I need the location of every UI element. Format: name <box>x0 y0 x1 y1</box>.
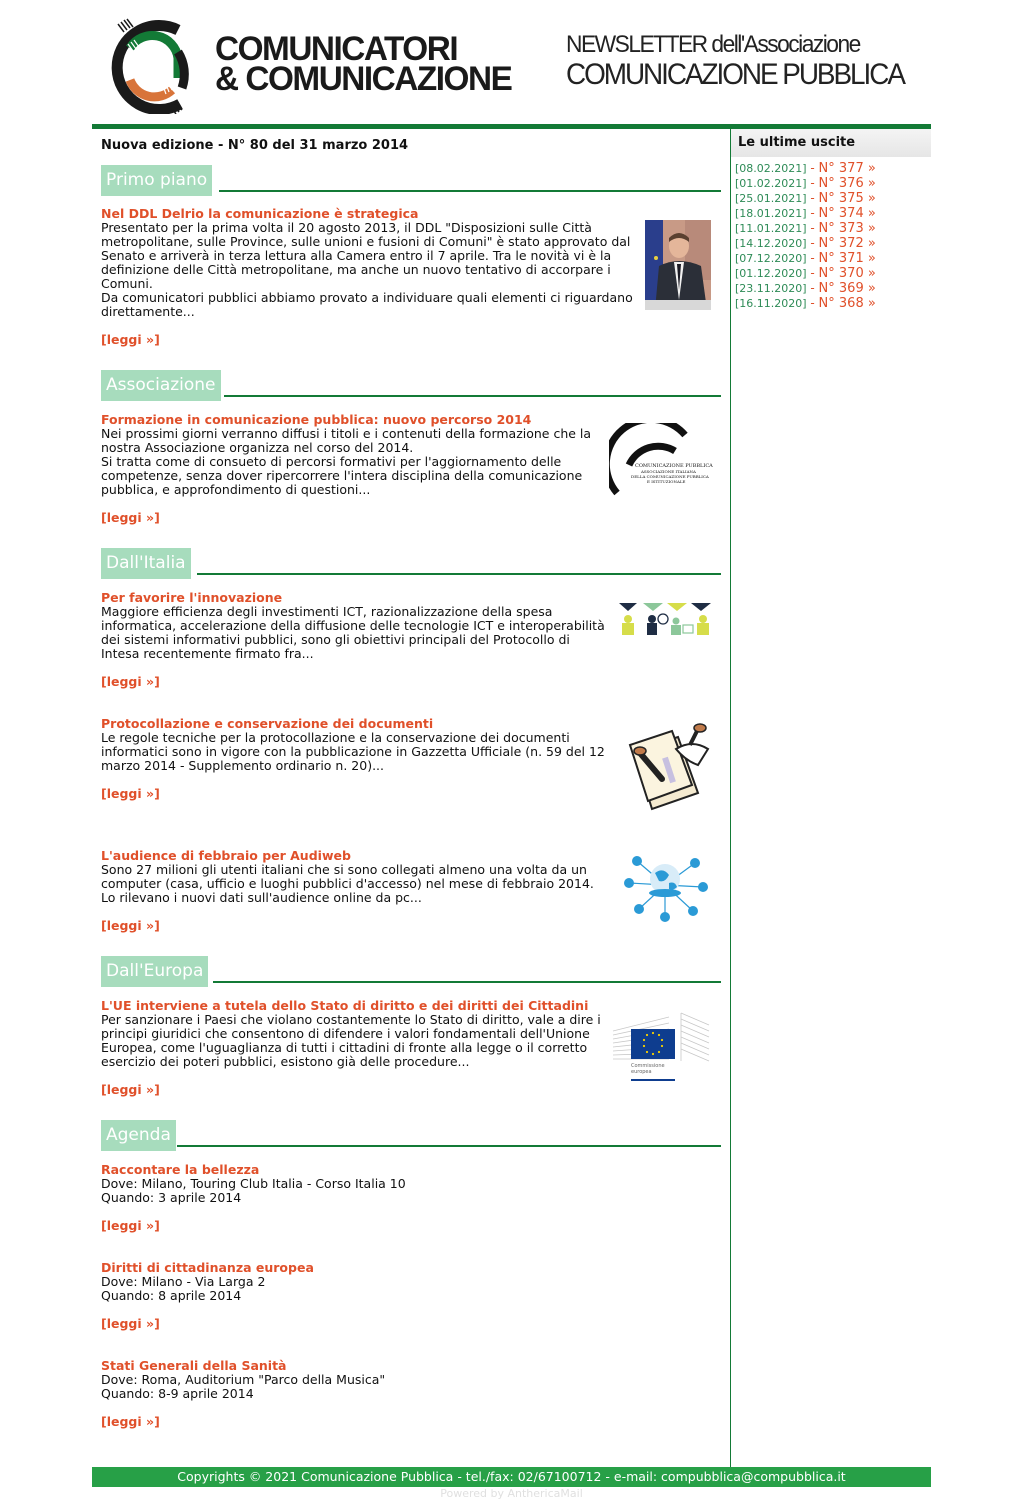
svg-text:europea: europea <box>631 1069 652 1075</box>
section-rule <box>177 1145 721 1147</box>
read-more-link[interactable]: [leggi »] <box>101 1218 160 1233</box>
section-title: Dall'Europa <box>101 956 208 987</box>
section-title: Agenda <box>101 1120 176 1151</box>
section-title: Associazione <box>101 370 221 401</box>
svg-text:COMUNICAZIONE PUBBLICA: COMUNICAZIONE PUBBLICA <box>635 463 713 469</box>
section-header <box>101 370 721 401</box>
section-header <box>101 956 721 987</box>
article-summary: Presentato per la prima volta il 20 agosto 2013, il DDL "Disposizioni sulle Città metropolitane, sulle Province, sulle unioni e fusioni di Comuni" è stato approvato dal Senato e arriverà in terza lettura alla Camera entro il 7 aprile. Tra le novità vi è la definizione delle Città metropolitane, ma anche un nuovo tentativo di accorpare i Comuni. <box>101 220 631 291</box>
stamp-documents-clipart-image <box>626 723 712 811</box>
globe-network-illustration-image <box>619 853 711 923</box>
issue-link[interactable]: [16.11.2020] - N° 368 » <box>735 296 876 311</box>
issue-link[interactable]: [07.12.2020] - N° 371 » <box>735 251 876 266</box>
brand-logo-icon <box>108 18 194 114</box>
issue-link[interactable]: [08.02.2021] - N° 377 » <box>735 161 876 176</box>
article-title-link[interactable]: L'audience di febbraio per Audiweb <box>101 848 351 863</box>
read-more-link[interactable]: [leggi »] <box>101 510 160 525</box>
edition-heading: Nuova edizione - N° 80 del 31 marzo 2014 <box>101 138 409 153</box>
issue-link[interactable]: [01.12.2020] - N° 370 » <box>735 266 876 281</box>
article-title-link[interactable]: L'UE interviene a tutela dello Stato di diritto e dei diritti dei Cittadini <box>101 998 589 1013</box>
sidebar-latest-issues <box>731 129 931 311</box>
article-title-link[interactable]: Nel DDL Delrio la comunicazione è strategica <box>101 206 419 221</box>
section-rule <box>224 395 721 397</box>
article <box>101 716 721 801</box>
sidebar-divider <box>730 129 731 1467</box>
european-commission-logo-image <box>609 1011 713 1083</box>
svg-text:Commissione: Commissione <box>631 1063 665 1069</box>
event-location: Dove: Roma, Auditorium "Parco della Musica" <box>101 1372 386 1387</box>
read-more-link[interactable]: [leggi »] <box>101 918 160 933</box>
article <box>101 590 721 689</box>
event-date: Quando: 8-9 aprile 2014 <box>101 1386 254 1401</box>
svg-text:ASSOCIAZIONE ITALIANA: ASSOCIAZIONE ITALIANA <box>641 469 696 474</box>
newsletter <box>92 0 931 1500</box>
issue-link[interactable]: [01.02.2021] - N° 376 » <box>735 176 876 191</box>
section-associazione <box>101 370 721 401</box>
event-location: Dove: Milano, Touring Club Italia - Corso Italia 10 <box>101 1176 406 1191</box>
event-title-link[interactable]: Diritti di cittadinanza europea <box>101 1260 314 1275</box>
section-rule <box>197 573 721 575</box>
article-title-link[interactable]: Formazione in comunicazione pubblica: nuovo percorso 2014 <box>101 412 532 427</box>
section-dall-europa <box>101 956 721 987</box>
section-header <box>101 548 721 579</box>
article-summary: Maggiore efficienza degli investimenti ICT, razionalizzazione della spesa informatica, accelerazione della diffusione delle tecnologie ICT e interoperabilità dei sistemi informativi pubblici, sono gli obiettivi principali del Protocollo di Intesa recentemente firmato fra... <box>101 604 605 661</box>
event-title-link[interactable]: Stati Generali della Sanità <box>101 1358 287 1373</box>
article-summary: Sono 27 milioni gli utenti italiani che si sono collegati almeno una volta da un computer (casa, ufficio e luoghi pubblici d'accesso) nel mese di febbraio 2014. Lo rilevano i nuovi dati sull'audience online da pc... <box>101 862 594 905</box>
section-dall-italia <box>101 548 721 579</box>
read-more-link[interactable]: [leggi »] <box>101 1082 160 1097</box>
section-agenda <box>101 1120 721 1151</box>
agenda-event <box>101 1260 721 1331</box>
innovation-illustration-image <box>619 603 711 637</box>
section-title: Dall'Italia <box>101 548 191 579</box>
article <box>101 848 721 933</box>
article-summary: Nei prossimi giorni verranno diffusi i titoli e i contenuti della formazione che la nostra Associazione organizza nel corso del 2014. <box>101 426 592 455</box>
article <box>101 412 721 525</box>
issue-link[interactable]: [18.01.2021] - N° 374 » <box>735 206 876 221</box>
issue-link[interactable]: [23.11.2020] - N° 369 » <box>735 281 876 296</box>
newsletter-title: NEWSLETTER dell'Associazione COMUNICAZIONE PUBBLICA <box>566 31 904 91</box>
article-summary: Le regole tecniche per la protocollazione e la conservazione dei documenti informatici sono in vigore con la pubblicazione in Gazzetta Ufficiale (n. 59 del 12 marzo 2014 - Supplemento ordinario n. 20)... <box>101 730 605 773</box>
header <box>92 0 931 124</box>
issue-list <box>731 161 931 311</box>
association-logo-image <box>609 423 713 497</box>
section-rule <box>213 981 721 983</box>
read-more-link[interactable]: [leggi »] <box>101 332 160 347</box>
issue-link[interactable]: [14.12.2020] - N° 372 » <box>735 236 876 251</box>
footer-copyright: Copyrights © 2021 Comunicazione Pubblica - tel./fax: 02/67100712 - e-mail: compubblica@compubblica.it <box>92 1467 931 1487</box>
article-title-link[interactable]: Protocollazione e conservazione dei documenti <box>101 716 434 731</box>
article-summary-continued: Si tratta come di consueto di percorsi formativi per l'aggiornamento delle competenze, senza dover ripercorrere l'intera disciplina della comunicazione pubblica, e approfondimento di questioni... <box>101 454 583 497</box>
event-title-link[interactable]: Raccontare la bellezza <box>101 1162 260 1177</box>
article-title-link[interactable]: Per favorire l'innovazione <box>101 590 283 605</box>
sidebar-title: Le ultime uscite <box>731 129 931 157</box>
brand-name: COMUNICATORI & COMUNICAZIONE <box>215 30 512 98</box>
read-more-link[interactable]: [leggi »] <box>101 1316 160 1331</box>
read-more-link[interactable]: [leggi »] <box>101 674 160 689</box>
section-rule <box>219 190 721 192</box>
article <box>101 206 721 347</box>
article-summary-continued: Da comunicatori pubblici abbiamo provato a individuare quali elementi ci riguardano direttamente... <box>101 290 633 319</box>
section-primo-piano <box>101 165 721 196</box>
section-header <box>101 165 721 196</box>
powered-by-link[interactable]: Powered by AnthericaMail <box>440 1487 583 1500</box>
event-date: Quando: 8 aprile 2014 <box>101 1288 242 1303</box>
svg-text:DELLA COMUNICAZIONE PUBBLICA: DELLA COMUNICAZIONE PUBBLICA <box>631 474 709 479</box>
section-title: Primo piano <box>101 165 212 196</box>
politician-photo-image <box>645 220 711 310</box>
read-more-link[interactable]: [leggi »] <box>101 1414 160 1429</box>
article <box>101 998 721 1097</box>
section-header <box>101 1120 721 1151</box>
issue-link[interactable]: [25.01.2021] - N° 375 » <box>735 191 876 206</box>
svg-text:E ISTITUZIONALE: E ISTITUZIONALE <box>647 479 686 484</box>
agenda-event <box>101 1358 721 1429</box>
event-date: Quando: 3 aprile 2014 <box>101 1190 242 1205</box>
issue-link[interactable]: [11.01.2021] - N° 373 » <box>735 221 876 236</box>
article-summary: Per sanzionare i Paesi che violano costantemente lo Stato di diritto, vale a dire i principi giuridici che consentono di difendere i valori fondamentali dell'Unione Europea, come l'uguaglianza di tutti i cittadini di fronte alla legge o il corretto esercizio dei poteri pubblici, esistono già delle procedure... <box>101 1012 601 1069</box>
read-more-link[interactable]: [leggi »] <box>101 786 160 801</box>
agenda-event <box>101 1162 721 1233</box>
event-location: Dove: Milano - Via Larga 2 <box>101 1274 266 1289</box>
